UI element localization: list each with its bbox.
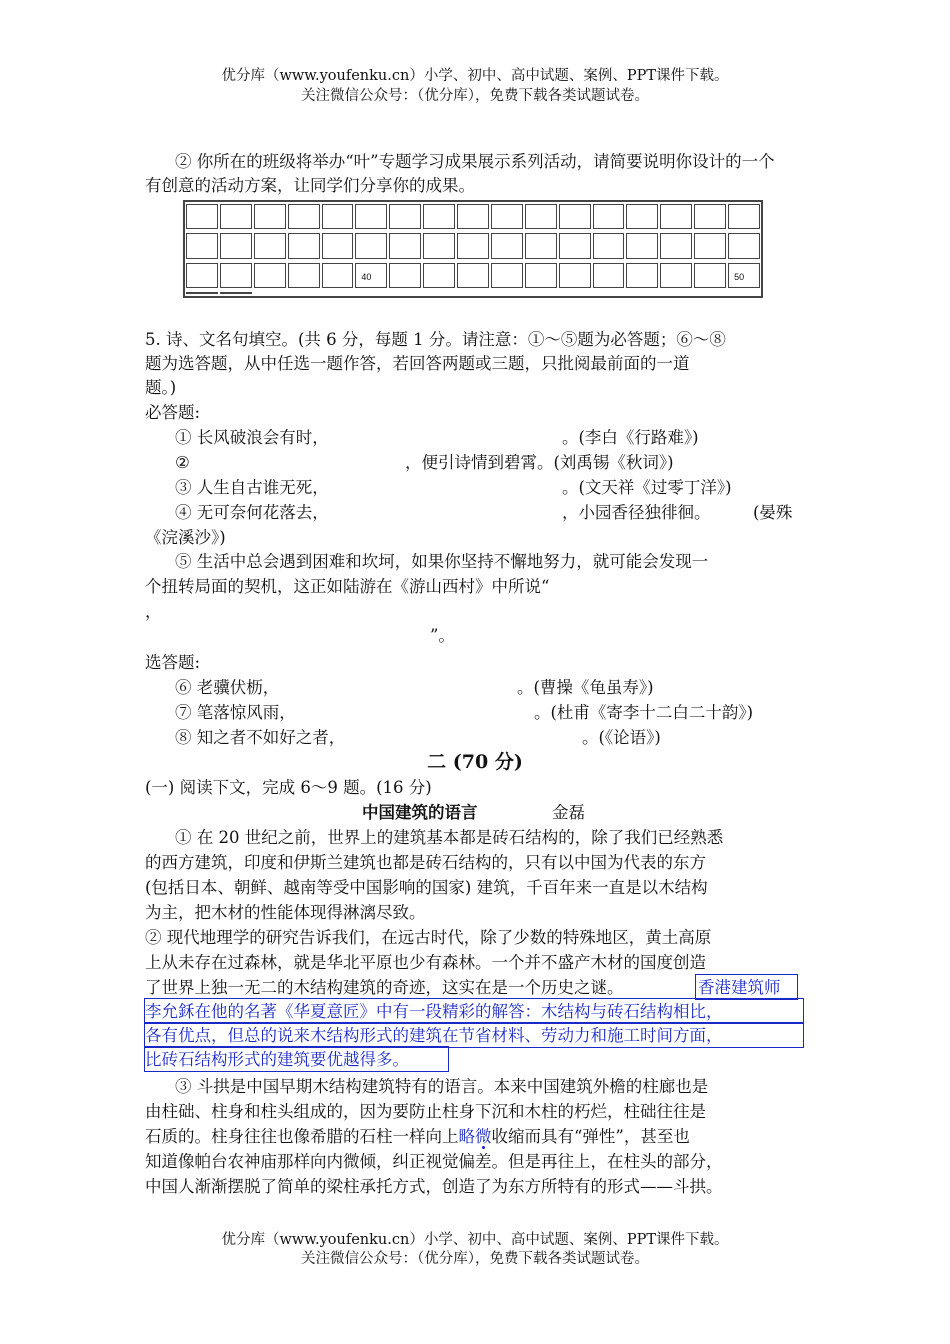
q5-item-4-continuation: ，小园香径独徘徊。 <box>562 503 711 522</box>
q5-item-8-text: ⑧ 知之者不如好之者， <box>175 728 346 747</box>
q5-item-7-source: 。(杜甫《寄李十二白二十韵》) <box>534 703 754 722</box>
p3-line-2: 由柱础、柱身和柱头组成的，因为要防止柱身下沉和木柱的朽烂，柱础往往是 <box>145 1102 706 1121</box>
q5-intro-3: 题。) <box>145 378 177 397</box>
p2-line-1: ② 现代地理学的研究告诉我们，在远古时代，除了少数的特殊地区，黄土高原 <box>145 928 712 947</box>
header-line-2: 关注微信公众号：（优分库），免费下载各类试题试卷。 <box>301 88 649 104</box>
required-label: 必答题: <box>145 403 201 422</box>
q5-item-3-text: ③ 人生自古谁无死， <box>175 478 329 497</box>
footer-line-1: 优分库（www.youfenku.cn）小学、初中、高中试题、案例、PPT课件下载。 <box>221 1232 729 1248</box>
q5-item-5-close: ”。 <box>430 626 455 645</box>
grid-marker-40: 40 <box>361 271 372 282</box>
header-line-1: 优分库（www.youfenku.cn）小学、初中、高中试题、案例、PPT课件下载。 <box>221 68 729 84</box>
q5-intro-2: 题为选答题，从中任选一题作答，若回答两题或三题，只批阅最前面的一道 <box>145 354 690 373</box>
q5-item-5-line-1: ⑤ 生活中总会遇到困难和坎坷，如果你坚持不懈地努力，就可能会发现一 <box>175 552 709 571</box>
grid-marker-50: 50 <box>734 271 745 282</box>
q5-item-6-source: 。(曹操《龟虽寿》) <box>517 678 654 697</box>
p3-line-1: ③ 斗拱是中国早期木结构建筑特有的语言。本来中国建筑外檐的柱廊也是 <box>175 1077 709 1096</box>
p2-line-6: 比砖石结构形式的建筑要优越得多。 <box>145 1050 409 1069</box>
article-author: 金磊 <box>552 803 585 822</box>
q5-item-5-line-2: 个扭转局面的契机，这正如陆游在《游山西村》中所说“ <box>145 577 550 596</box>
q5-item-2-source: ，便引诗情到碧霄。(刘禹锡《秋词》) <box>405 453 674 472</box>
footer-line-2: 关注微信公众号：（优分库），免费下载各类试题试卷。 <box>301 1251 649 1267</box>
marked-char-2: 微 <box>475 1127 492 1146</box>
q5-item-7-text: ⑦ 笔落惊风雨， <box>175 703 296 722</box>
q5-item-4-author: (晏殊 <box>753 503 793 522</box>
answer-grid[interactable] <box>183 200 763 298</box>
p3-line-4: 知道像帕台农神庙那样向内微倾，纠正视觉偏差。但是再往上，在柱头的部分， <box>145 1152 723 1171</box>
q4-2-line-1: ② 你所在的班级将举办“叶”专题学习成果展示系列活动，请简要说明你设计的一个 <box>175 152 775 171</box>
p1-line-4: 为主，把木材的性能体现得淋漓尽致。 <box>145 903 426 922</box>
q5-item-5-comma: ， <box>145 602 162 621</box>
q5-item-3-source: 。(文天祥《过零丁洋》) <box>562 478 732 497</box>
p2-line-4: 李允鉌在他的名著《华夏意匠》中有一段精彩的解答：木结构与砖石结构相比， <box>145 1002 723 1021</box>
p1-line-3: (包括日本、朝鲜、越南等受中国影响的国家) 建筑，千百年来一直是以木结构 <box>145 878 708 897</box>
part-two-title: 二 (70 分) <box>427 751 523 773</box>
p1-line-1: ① 在 20 世纪之前，世界上的建筑基本都是砖石结构的，除了我们已经熟悉 <box>175 828 724 847</box>
q5-item-4-text: ④ 无可奈何花落去， <box>175 503 329 522</box>
q4-2-line-2: 有创意的活动方案，让同学们分享你的成果。 <box>145 176 475 195</box>
q5-item-2-text: ② <box>175 453 190 472</box>
q5-item-1-source: 。(李白《行路难》) <box>562 428 699 447</box>
p1-line-2: 的西方建筑，印度和伊斯兰建筑也都是砖石结构的，只有以中国为代表的东方 <box>145 853 706 872</box>
p2-line-5: 各有优点，但总的说来木结构形式的建筑在节省材料、劳动力和施工时间方面， <box>145 1026 723 1045</box>
p2-highlight-start: 香港建筑师 <box>698 978 781 997</box>
reading-intro: (一) 阅读下文，完成 6～9 题。(16 分) <box>145 778 432 797</box>
p3-line-3: 石质的。柱身往往也像希腊的石柱一样向上略微收缩而具有“弹性”，甚至也 <box>145 1127 690 1146</box>
q5-item-1-text: ① 长风破浪会有时， <box>175 428 329 447</box>
optional-label: 选答题: <box>145 653 201 672</box>
p2-line-3: 了世界上独一无二的木结构建筑的奇迹，这实在是一个历史之谜。 <box>145 978 624 997</box>
article-title: 中国建筑的语言 <box>362 803 478 822</box>
p3-line-5: 中国人渐渐摆脱了简单的梁柱承托方式，创造了为东方所特有的形式——斗拱。 <box>145 1177 723 1196</box>
q5-item-6-text: ⑥ 老骥伏枥， <box>175 678 280 697</box>
p2-line-2: 上从未存在过森林，就是华北平原也少有森林。一个并不盛产木材的国度创造 <box>145 953 706 972</box>
q5-item-4-work: 《浣溪沙》) <box>145 528 226 547</box>
marked-char-1: 略 <box>458 1127 475 1146</box>
q5-intro-1: 5. 诗、文名句填空。(共 6 分，每题 1 分。请注意：①～⑤题为必答题；⑥～⑧ <box>145 330 726 349</box>
q5-item-8-source: 。(《论语》) <box>582 728 661 747</box>
